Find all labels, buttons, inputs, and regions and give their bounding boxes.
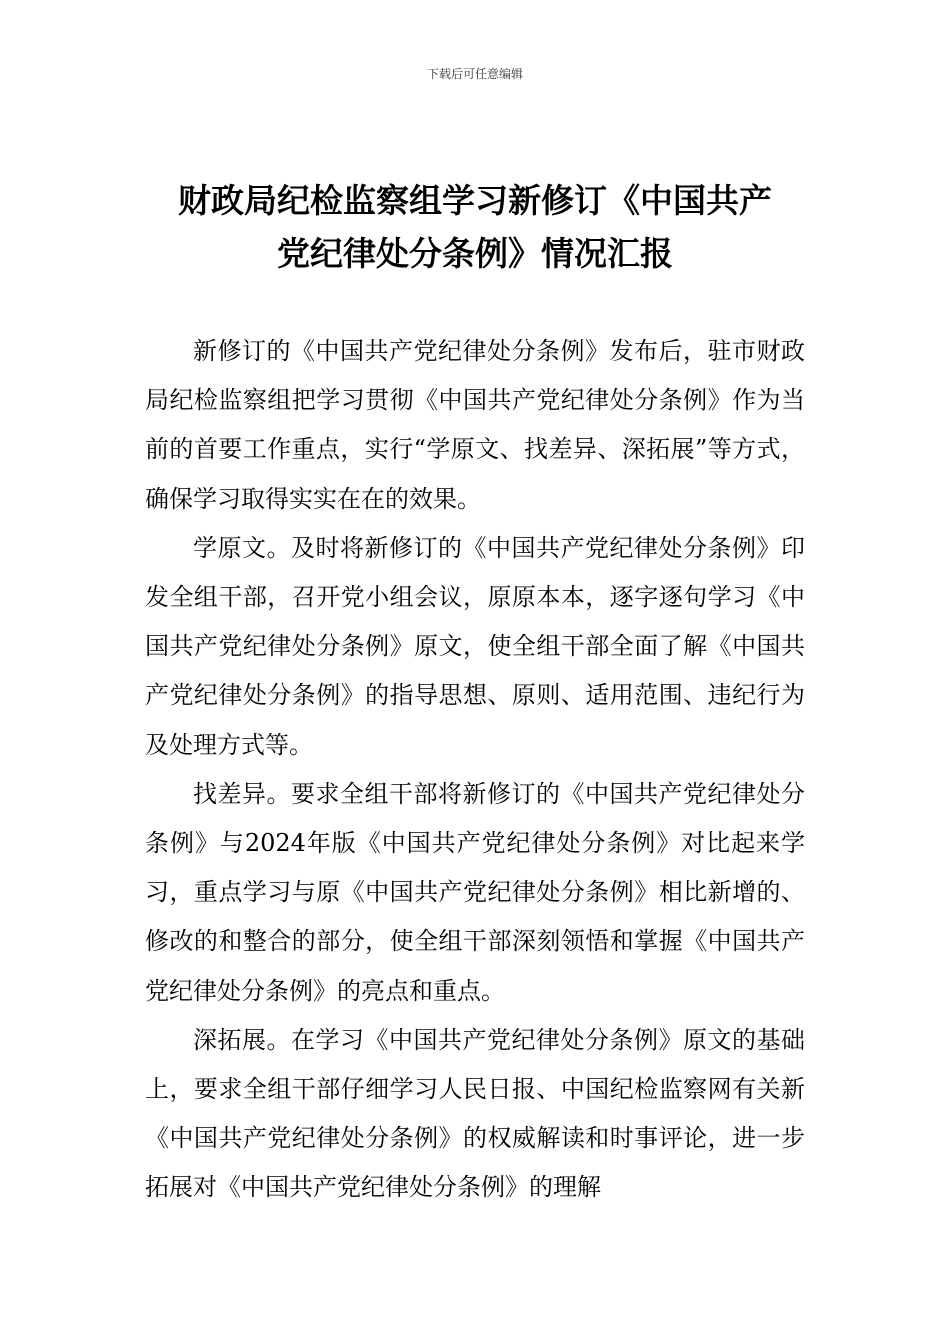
paragraph-deep-expansion: 深拓展。在学习《中国共产党纪律处分条例》原文的基础上，要求全组干部仔细学习人民日报、中国纪检监察网有关新《中国共产党纪律处分条例》的权威解读和时事评论，进一步拓展对《中国共产党纪律处分条例》的理解 (145, 1025, 805, 1202)
paragraph-find-differences: 找差异。要求全组干部将新修订的《中国共产党纪律处分条例》与2024年版《中国共产党纪律处分条例》对比起来学习，重点学习与原《中国共产党纪律处分条例》相比新增的、修改的和整合的部分，使全组干部深刻领悟和掌握《中国共产党纪律处分条例》的亮点和重点。 (145, 779, 805, 1005)
title-line-1: 财政局纪检监察组学习新修订《中国共产 (178, 181, 772, 220)
paragraph-intro: 新修订的《中国共产党纪律处分条例》发布后，驻市财政局纪检监察组把学习贯彻《中国共产党纪律处分条例》作为当前的首要工作重点，实行“学原文、找差异、深拓展”等方式，确保学习取得实实在在的效果。 (145, 337, 805, 513)
paragraph-study-original: 学原文。及时将新修订的《中国共产党纪律处分条例》印发全组干部，召开党小组会议，原原本本，逐字逐句学习《中国共产党纪律处分条例》原文，使全组干部全面了解《中国共产党纪律处分条例》的指导思想、原则、适用范围、违纪行为及处理方式等。 (145, 533, 805, 759)
document-body (145, 327, 805, 1213)
title-line-2: 党纪律处分条例》情况汇报 (277, 234, 673, 273)
header-note: 下载后可任意编辑 (426, 67, 523, 81)
document-title (145, 174, 805, 280)
